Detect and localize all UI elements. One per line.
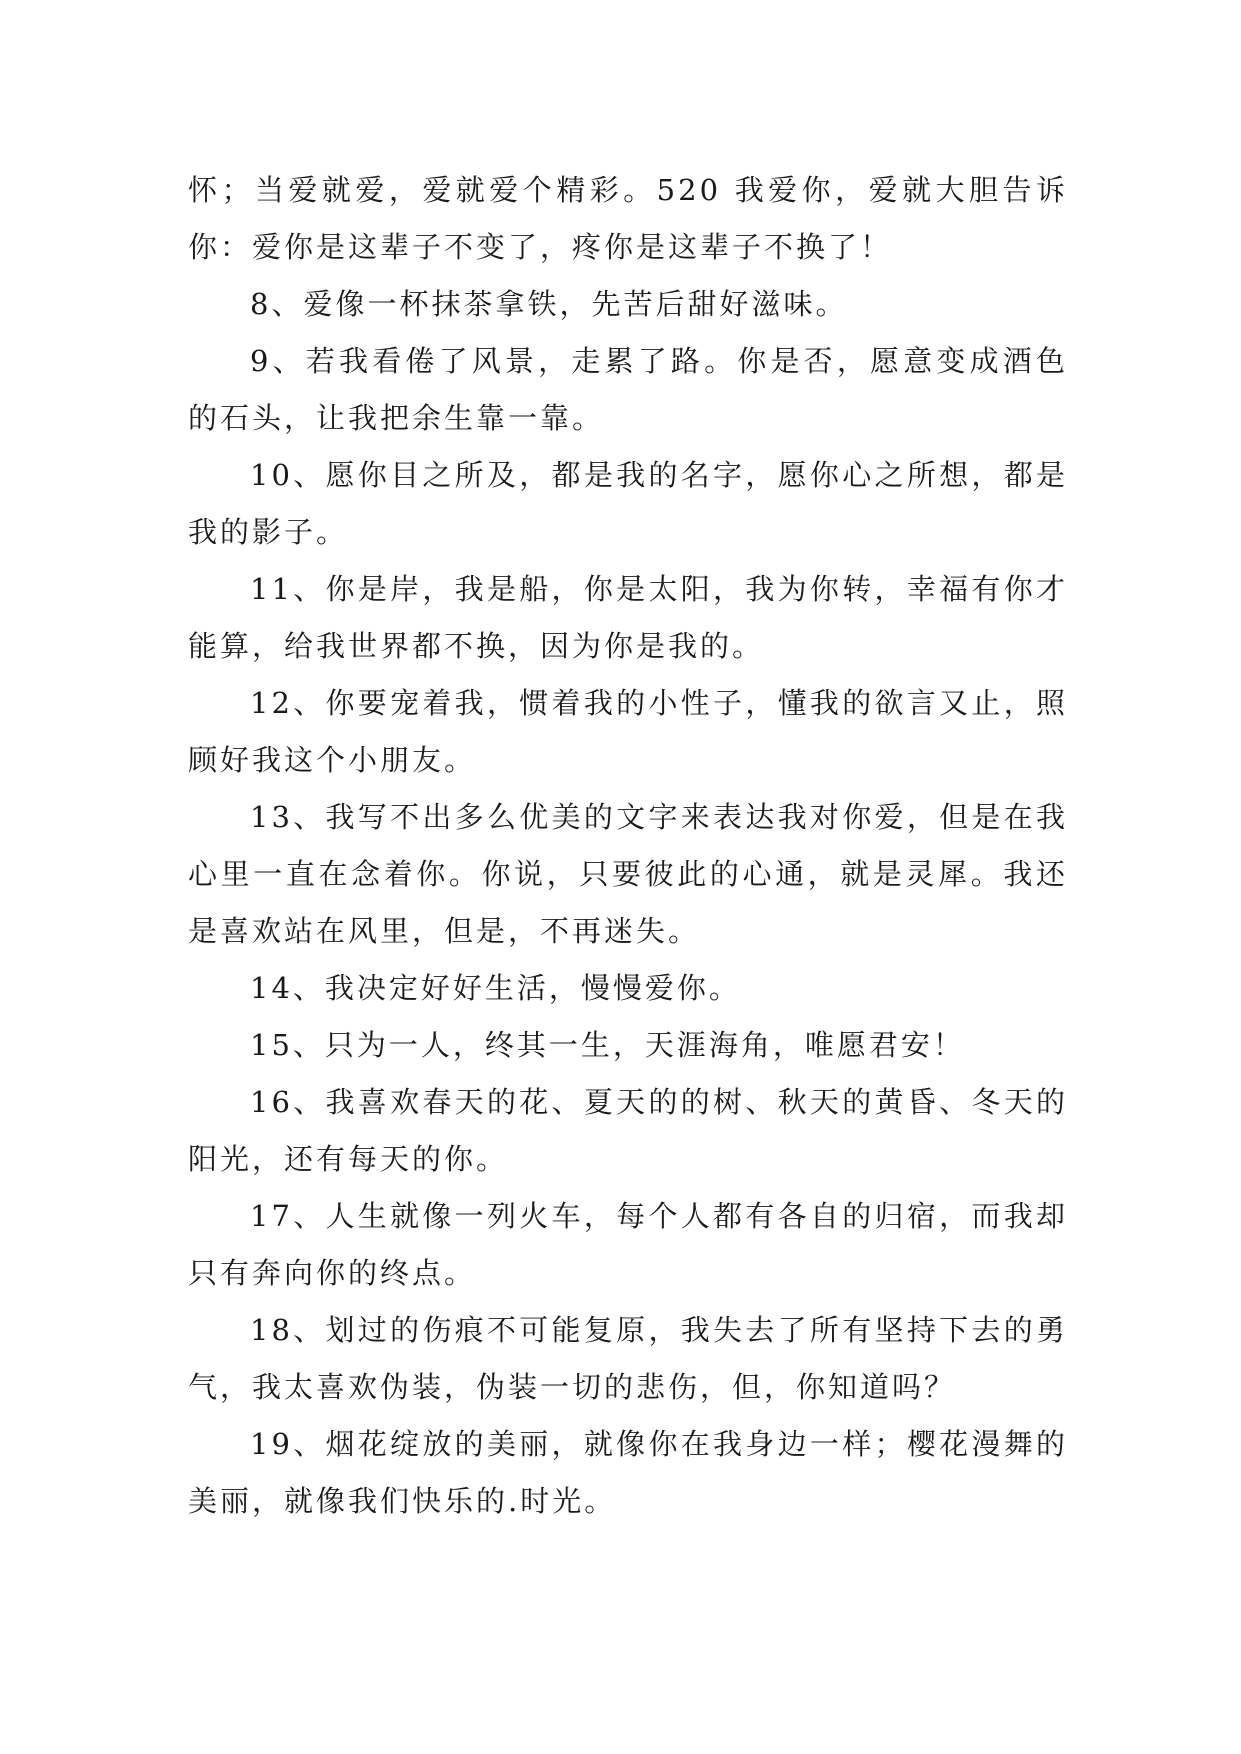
paragraph-item-14: 14、我决定好好生活，慢慢爱你。: [250, 971, 741, 1005]
paragraph-item-13: 13、我写不出多么优美的文字来表达我对你爱，但是在我心里一直在念着你。你说，只要彼此的心通，就是灵犀。我还是喜欢站在风里，但是，不再迷失。: [188, 800, 1068, 948]
paragraph-item-9: 9、若我看倦了风景，走累了路。你是否，愿意变成酒色的石头，让我把余生靠一靠。: [188, 344, 1068, 435]
paragraph-continuation: 怀；当爱就爱，爱就爱个精彩。520 我爱你，爱就大胆告诉你：爱你是这辈子不变了，疼你是这辈子不换了！: [188, 173, 1068, 264]
paragraph-item-8: 8、爱像一杯抹茶拿铁，先苦后甜好滋味。: [250, 287, 848, 321]
paragraph-item-19: 19、烟花绽放的美丽，就像你在我身边一样；樱花漫舞的美丽，就像我们快乐的.时光。: [188, 1427, 1068, 1518]
paragraph-item-10: 10、愿你目之所及，都是我的名字，愿你心之所想，都是我的影子。: [188, 458, 1068, 549]
paragraph-item-17: 17、人生就像一列火车，每个人都有各自的归宿，而我却只有奔向你的终点。: [188, 1199, 1068, 1290]
paragraph-item-18: 18、划过的伤痕不可能复原，我失去了所有坚持下去的勇气，我太喜欢伪装，伪装一切的悲伤，但，你知道吗？: [188, 1313, 1068, 1404]
paragraph-item-12: 12、你要宠着我，惯着我的小性子，懂我的欲言又止，照顾好我这个小朋友。: [188, 686, 1068, 777]
paragraph-item-16: 16、我喜欢春天的花、夏天的的树、秋天的黄昏、冬天的阳光，还有每天的你。: [188, 1085, 1068, 1176]
document-body: [188, 162, 1068, 1530]
paragraph-item-11: 11、你是岸，我是船，你是太阳，我为你转，幸福有你才能算，给我世界都不换，因为你是我的。: [188, 572, 1068, 663]
paragraph-item-15: 15、只为一人，终其一生，天涯海角，唯愿君安！: [250, 1028, 965, 1062]
